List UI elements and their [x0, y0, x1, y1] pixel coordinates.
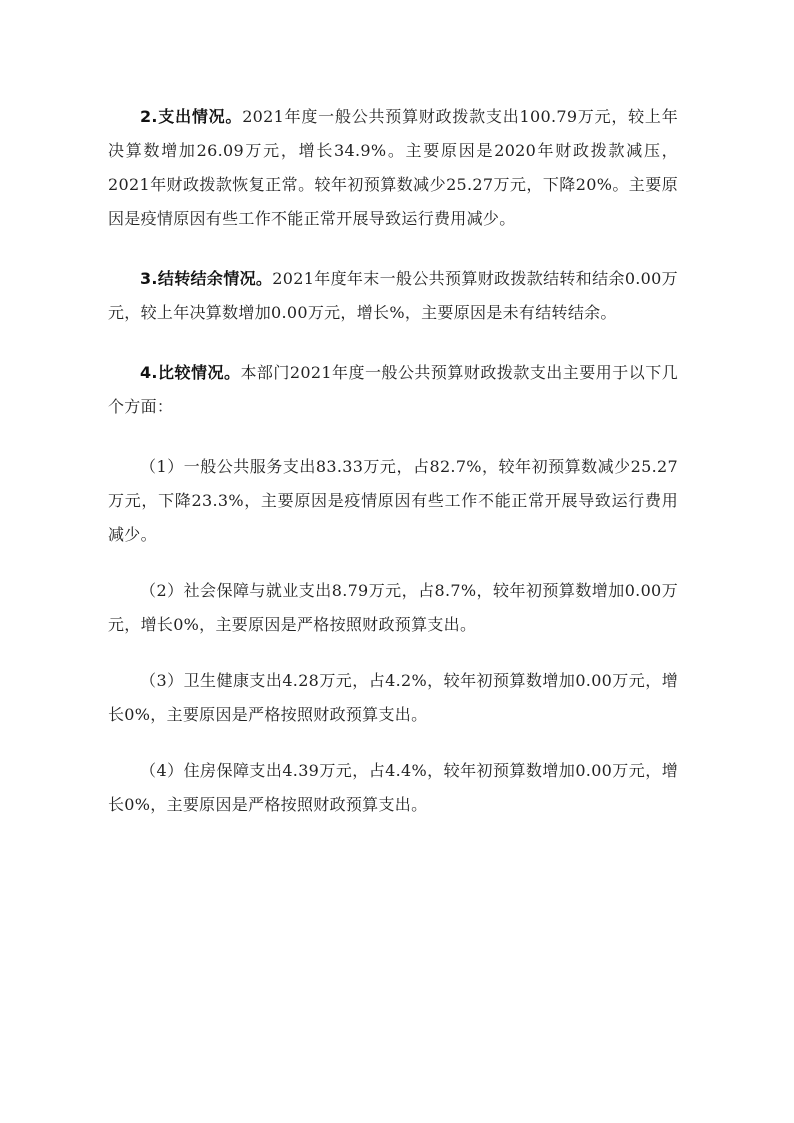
section-carryover [108, 262, 678, 330]
section-body: 2021年度年末一般公共预算财政拨款结转和结余0.00万元，较上年决算数增加0.00万元，增长%，主要原因是未有结转结余。 [108, 269, 678, 322]
section-body: 2021年度一般公共预算财政拨款支出100.79万元，较上年决算数增加26.09万元，增长34.9%。主要原因是2020年财政拨款减压，2021年财政拨款恢复正常。较年初预算数减少25.27万元，下降20%。主要原因是疫情原因有些工作不能正常开展导致运行费用减少。 [108, 107, 678, 228]
list-item-health: （3）卫生健康支出4.28万元，占4.2%，较年初预算数增加0.00万元，增长0%，主要原因是严格按照财政预算支出。 [108, 671, 678, 724]
section-heading: 3.结转结余情况。 [140, 269, 273, 288]
list-item-housing: （4）住房保障支出4.39万元，占4.4%，较年初预算数增加0.00万元，增长0%，主要原因是严格按照财政预算支出。 [108, 761, 678, 814]
list-item-social-security: （2）社会保障与就业支出8.79万元，占8.7%，较年初预算数增加0.00万元，增长0%，主要原因是严格按照财政预算支出。 [108, 581, 678, 634]
section-body: 本部门2021年度一般公共预算财政拨款支出主要用于以下几个方面： [108, 363, 679, 416]
list-item-general-public-services: （1）一般公共服务支出83.33万元，占82.7%，较年初预算数减少25.27万元，下降23.3%，主要原因是疫情原因有些工作不能正常开展导致运行费用减少。 [108, 457, 678, 544]
section-comparison [108, 356, 678, 424]
section-heading: 2.支出情况。 [140, 107, 243, 126]
section-expenditure [108, 100, 678, 236]
section-heading: 4.比较情况。 [140, 363, 241, 382]
